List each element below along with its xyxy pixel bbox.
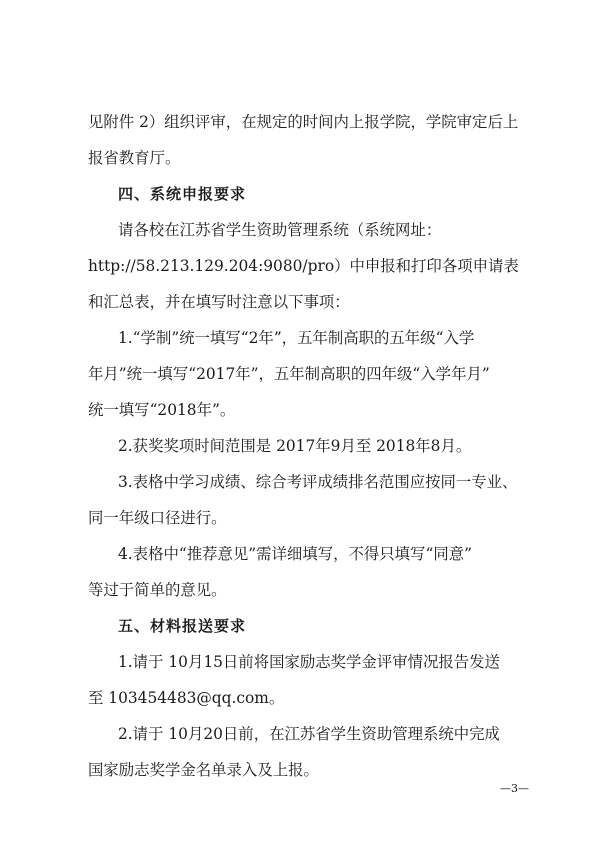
list-item-line: 统一填写“2018年”。	[88, 401, 236, 419]
section-heading-5: 五、材料报送要求	[118, 617, 247, 635]
list-item-line: 1.请于 10月15日前将国家励志奖学金评审情况报告发送	[118, 653, 500, 671]
paragraph-line: 见附件 2）组织评审，在规定的时间内上报学院，学院审定后上	[88, 113, 519, 131]
list-item-line: 等过于简单的意见。	[88, 581, 227, 599]
paragraph-line: http://58.213.129.204:9080/pro）中申报和打印各项申请表	[88, 257, 519, 275]
list-item-line: 2.获奖奖项时间范围是 2017年9月至 2018年8月。	[118, 437, 472, 455]
list-item-line: 1.“学制”统一填写“2年”，五年制高职的五年级“入学	[118, 329, 475, 347]
page-number: —3—	[500, 782, 529, 795]
list-item-line: 年月”统一填写“2017年”，五年制高职的四年级“入学年月”	[88, 365, 490, 383]
list-item-line: 2.请于 10月20日前，在江苏省学生资助管理系统中完成	[118, 725, 500, 743]
list-item-line: 国家励志奖学金名单录入及上报。	[88, 761, 319, 779]
list-item-line: 同一年级口径进行。	[88, 509, 227, 527]
paragraph-line: 报省教育厅。	[88, 149, 181, 167]
paragraph-line: 和汇总表，并在填写时注意以下事项：	[88, 293, 350, 311]
section-heading-4: 四、系统申报要求	[118, 185, 247, 203]
paragraph-line: 请各校在江苏省学生资助管理系统（系统网址：	[118, 221, 442, 239]
list-item-line: 至 103454483@qq.com。	[88, 689, 285, 707]
list-item-line: 3.表格中学习成绩、综合考评成绩排名范围应按同一专业、	[118, 473, 518, 491]
list-item-line: 4.表格中“推荐意见”需详细填写，不得只填写“同意”	[118, 545, 472, 563]
